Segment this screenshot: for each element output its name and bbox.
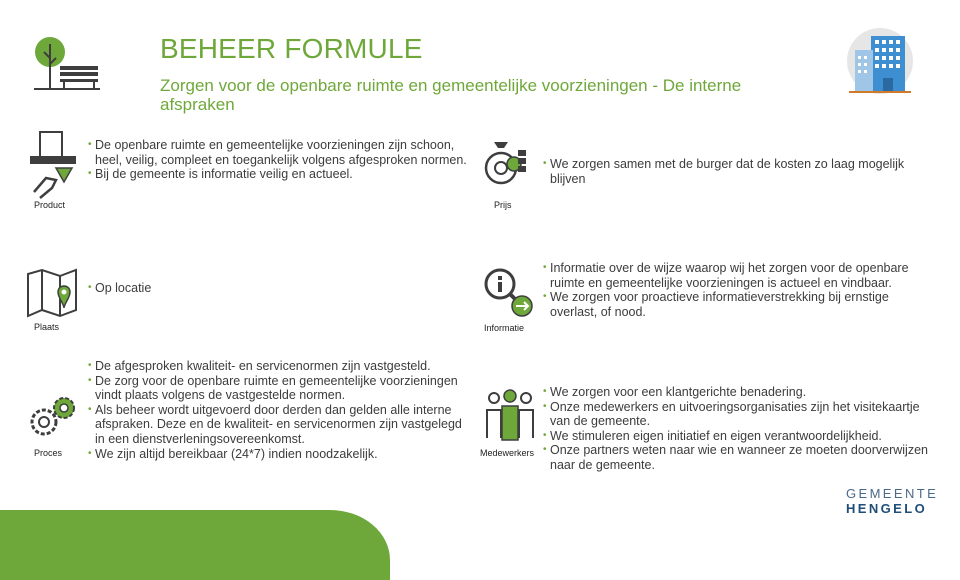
logo-line-1: GEMEENTE: [846, 486, 939, 501]
informatie-bullets: [543, 261, 938, 319]
page-subtitle: Zorgen voor de openbare ruimte en gemeentelijke voorzieningen - De interne afspraken: [160, 76, 742, 114]
medewerkers-label: Medewerkers: [480, 448, 535, 458]
list-item: • We zorgen voor een klantgerichte benadering.: [543, 385, 938, 400]
plaats-bullets: [88, 281, 388, 296]
product-label: Product: [34, 200, 66, 210]
list-item: • De zorg voor de openbare ruimte en gemeentelijke voorzieningen vindt plaats volgens de vastgestelde normen.: [88, 374, 468, 403]
office-building-icon: [845, 26, 915, 96]
list-item: • Informatie over de wijze waarop wij het zorgen voor de openbare ruimte en gemeentelijke voorzieningen is actueel en vindbaar.: [543, 261, 938, 290]
proces-bullets: [88, 359, 468, 461]
informatie-label: Informatie: [484, 323, 525, 333]
park-bench-tree-icon: [30, 32, 102, 94]
logo-line-2: HENGELO: [846, 501, 928, 516]
gemeente-hengelo-logo: [846, 486, 938, 516]
list-item: • Onze medewerkers en uitvoeringsorganisaties zijn het visitekaartje van de gemeente.: [543, 400, 938, 429]
list-item: • We zorgen voor proactieve informatieverstrekking bij ernstige overlast, of nood.: [543, 290, 938, 319]
product-hand-icon: [26, 130, 82, 200]
prijs-bullets: [543, 157, 923, 186]
list-item: • Als beheer wordt uitgevoerd door derden dan gelden alle interne afspraken. Deze en de kwaliteit- en servicenormen zijn vastgelegd in een dienstverleningsovereenkomst.: [88, 403, 468, 447]
map-location-icon: [26, 268, 80, 318]
list-item: • De afgesproken kwaliteit- en servicenormen zijn vastgesteld.: [88, 359, 468, 374]
list-item: • Bij de gemeente is informatie veilig en actueel.: [88, 167, 468, 182]
medewerkers-bullets: [543, 385, 938, 473]
proces-label: Proces: [34, 448, 63, 458]
product-bullets: [88, 138, 468, 182]
info-magnifier-icon: [482, 266, 536, 320]
decorative-green-shape: [0, 510, 390, 580]
list-item: • We stimuleren eigen initiatief en eigen verantwoordelijkheid.: [543, 429, 938, 444]
plaats-label: Plaats: [34, 322, 60, 332]
list-item: • We zorgen samen met de burger dat de kosten zo laag mogelijk blijven: [543, 157, 923, 186]
list-item: • We zijn altijd bereikbaar (24*7) indien noodzakelijk.: [88, 447, 468, 462]
money-bag-icon: [484, 138, 534, 194]
list-item: • Op locatie: [88, 281, 388, 296]
people-icon: [484, 388, 536, 442]
page-title: BEHEER FORMULE: [160, 33, 423, 64]
gears-icon: [26, 392, 78, 442]
list-item: • Onze partners weten naar wie en wanneer ze moeten doorverwijzen naar de gemeente.: [543, 443, 938, 472]
list-item: • De openbare ruimte en gemeentelijke voorzieningen zijn schoon, heel, veilig, compleet en toegankelijk volgens afgesproken normen.: [88, 138, 468, 167]
prijs-label: Prijs: [494, 200, 512, 210]
